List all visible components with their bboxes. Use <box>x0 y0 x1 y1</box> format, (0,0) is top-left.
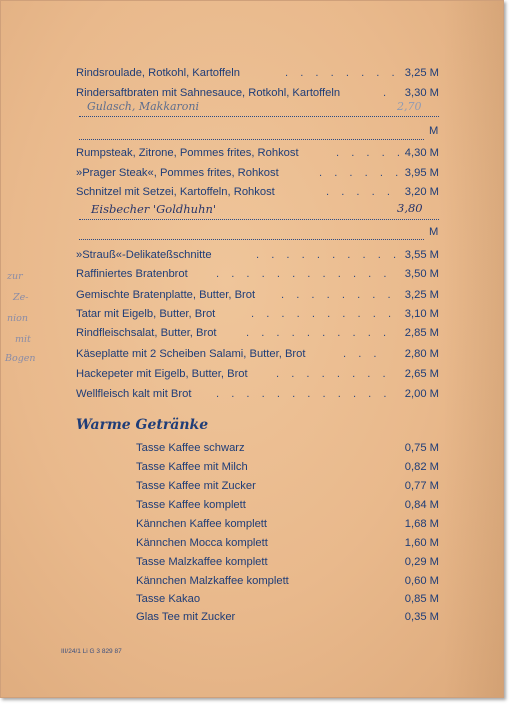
drink-item-name: Tasse Kaffee mit Milch <box>136 461 248 473</box>
margin-note: nion <box>7 313 28 324</box>
margin-note: Bogen <box>5 353 36 364</box>
blank-price-unit: M <box>429 125 439 137</box>
drink-item-price: 0,75 M <box>404 442 439 454</box>
blank-line <box>79 139 424 140</box>
handwritten-item: Eisbecher 'Goldhuhn' <box>91 202 217 216</box>
menu-item-name: Rindsroulade, Rotkohl, Kartoffeln <box>76 67 240 79</box>
handwritten-price: 2,70 <box>397 100 422 113</box>
handwritten-price: 3,80 <box>397 201 423 215</box>
drink-item <box>136 458 439 476</box>
leader-dots: . . . . . . . . . . <box>246 327 391 339</box>
drink-item <box>136 477 439 495</box>
menu-item-price: 2,85 M <box>404 327 439 339</box>
drink-item-price: 0,85 M <box>404 593 439 605</box>
margin-note: Ze- <box>13 292 29 303</box>
menu-item-price: 3,25 M <box>404 289 439 301</box>
drink-item-name: Tasse Kaffee komplett <box>136 499 246 511</box>
leader-dots: . . . . . . . . . . <box>256 249 401 261</box>
drink-item-price: 1,68 M <box>404 518 439 530</box>
menu-item <box>76 246 439 264</box>
handwritten-line <box>79 219 439 220</box>
page-shadow <box>443 1 503 697</box>
menu-item-price: 2,00 M <box>404 388 439 400</box>
leader-dots: . <box>383 87 391 99</box>
menu-item-price: 3,20 M <box>404 186 439 198</box>
drink-item-name: Kännchen Malzkaffee komplett <box>136 575 289 587</box>
blank-price-unit: M <box>429 226 439 238</box>
drink-item-name: Tasse Kaffee mit Zucker <box>136 480 256 492</box>
drink-item <box>136 572 439 590</box>
menu-item-name: Tatar mit Eigelb, Butter, Brot <box>76 308 216 320</box>
drink-item-name: Tasse Malzkaffee komplett <box>136 556 268 568</box>
menu-item <box>76 164 439 182</box>
drink-item <box>136 534 439 552</box>
menu-item <box>76 265 439 283</box>
menu-item-price: 3,10 M <box>404 308 439 320</box>
menu-item-price: 2,80 M <box>404 348 439 360</box>
menu-item-name: Hackepeter mit Eigelb, Butter, Brot <box>76 368 248 380</box>
leader-dots: . . . <box>343 348 382 360</box>
menu-item-name: »Strauß«-Delikateßschnitte <box>76 249 212 261</box>
menu-item <box>76 324 439 342</box>
leader-dots: . . . . . . . . <box>285 67 400 79</box>
menu-item-price: 2,65 M <box>404 368 439 380</box>
menu-item-name: Rumpsteak, Zitrone, Pommes frites, Rohkost <box>76 147 299 159</box>
leader-dots: . . . . . . . . <box>276 368 391 380</box>
menu-item <box>76 385 439 403</box>
menu-item-name: Rindersaftbraten mit Sahnesauce, Rotkohl, Kartoffeln <box>76 87 341 99</box>
handwritten-line <box>79 116 439 117</box>
menu-item-price: 3,55 M <box>404 249 439 261</box>
drink-item-name: Kännchen Mocca komplett <box>136 537 268 549</box>
handwritten-item: Gulasch, Makkaroni <box>87 100 200 113</box>
leader-dots: . . . . . . . . . . . . <box>216 388 391 400</box>
margin-note: mit <box>15 334 31 345</box>
leader-dots: . . . . . . . . <box>281 289 396 301</box>
leader-dots: . . . . . . <box>319 167 403 179</box>
menu-item-name: Wellfleisch kalt mit Brot <box>76 388 192 400</box>
menu-item-price: 3,30 M <box>404 87 439 99</box>
menu-item-price: 3,50 M <box>404 268 439 280</box>
print-code: III/24/1 Li G 3 829 87 <box>61 648 122 655</box>
drink-item <box>136 439 439 457</box>
menu-item-name: Raffiniertes Bratenbrot <box>76 268 188 280</box>
drink-item-price: 0,84 M <box>404 499 439 511</box>
drink-item <box>136 496 439 514</box>
menu-item <box>76 64 439 82</box>
drink-item-price: 1,60 M <box>404 537 439 549</box>
margin-note: zur <box>7 271 23 282</box>
menu-item <box>76 183 439 201</box>
menu-item-name: Gemischte Bratenplatte, Butter, Brot <box>76 289 256 301</box>
menu-item <box>76 365 439 383</box>
menu-item-price: 4,30 M <box>404 147 439 159</box>
menu-item <box>76 144 439 162</box>
drink-item-price: 0,77 M <box>404 480 439 492</box>
drink-item-price: 0,60 M <box>404 575 439 587</box>
drink-item-name: Tasse Kaffee schwarz <box>136 442 245 454</box>
menu-item <box>76 345 439 363</box>
drink-item-price: 0,29 M <box>404 556 439 568</box>
menu-item <box>76 305 439 323</box>
leader-dots: . . . . . <box>326 186 395 198</box>
drink-item <box>136 553 439 571</box>
drink-item-price: 0,82 M <box>404 461 439 473</box>
leader-dots: . . . . . <box>336 147 405 159</box>
menu-item-name: Schnitzel mit Setzei, Kartoffeln, Rohkost <box>76 186 275 198</box>
drink-item <box>136 608 439 626</box>
menu-item-price: 3,25 M <box>404 67 439 79</box>
menu-item-name: Käseplatte mit 2 Scheiben Salami, Butter, Brot <box>76 348 306 360</box>
drink-item-name: Glas Tee mit Zucker <box>136 611 236 623</box>
drink-item-name: Kännchen Kaffee komplett <box>136 518 268 530</box>
menu-item-name: »Prager Steak«, Pommes frites, Rohkost <box>76 167 279 179</box>
drink-item-price: 0,35 M <box>404 611 439 623</box>
drink-item <box>136 515 439 533</box>
menu-item <box>76 286 439 304</box>
leader-dots: . . . . . . . . . . <box>251 308 396 320</box>
drink-item-name: Tasse Kakao <box>136 593 201 605</box>
blank-line <box>79 239 424 240</box>
leader-dots: . . . . . . . . . . . . <box>216 268 391 280</box>
drink-item <box>136 590 439 608</box>
menu-item-price: 3,95 M <box>404 167 439 179</box>
menu-item-name: Rindfleischsalat, Butter, Brot <box>76 327 217 339</box>
section-heading: Warme Getränke <box>76 417 209 433</box>
